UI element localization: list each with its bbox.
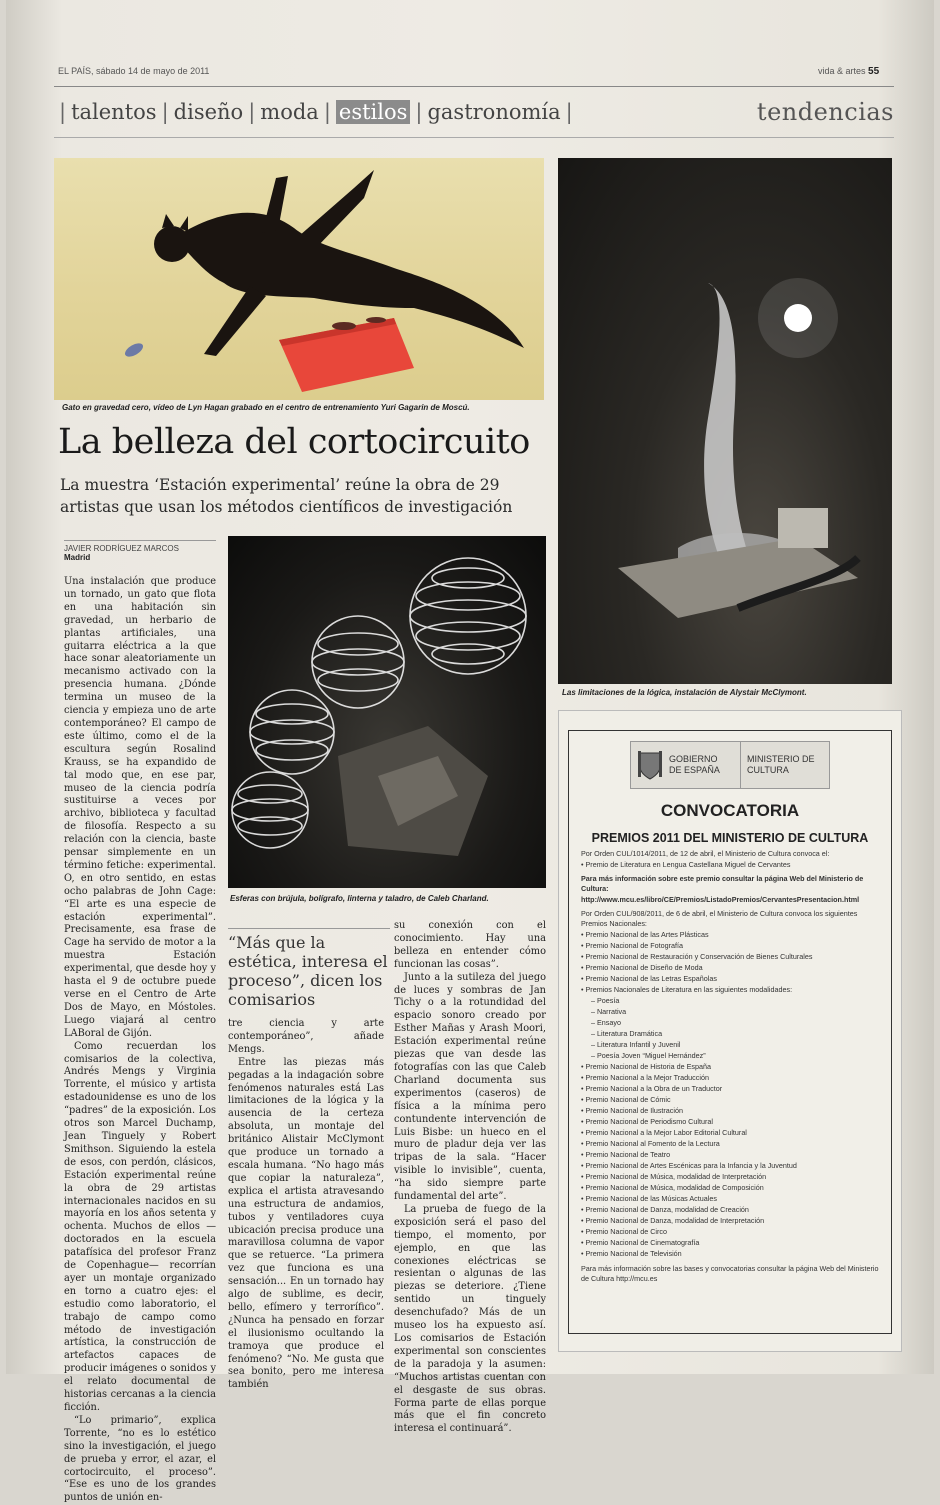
list-subitem: – Narrativa	[591, 1007, 627, 1017]
article-column-3	[394, 920, 546, 1436]
gov-right-text: MINISTERIO DE CULTURA	[747, 754, 815, 775]
list-item: • Premio Nacional de Cómic	[581, 1094, 879, 1105]
list-item: • Premio Nacional de Ilustración	[581, 1105, 879, 1116]
gov-left	[631, 742, 741, 788]
folio-section-name: vida & artes	[818, 66, 866, 76]
list-item: • Premio Nacional de Historia de España	[581, 1061, 879, 1072]
list-subitem: – Poesía	[591, 996, 620, 1006]
nav-estilos-active: estilos	[336, 100, 411, 124]
author-name: JAVIER RODRÍGUEZ MARCOS	[64, 544, 179, 553]
ad-intro-2: Por Orden CUL/908/2011, de 6 de abril, el Ministerio de Cultura convoca los siguientes Premios Nacionales:	[581, 908, 858, 929]
list-item: • Premio Nacional de Periodismo Cultural	[581, 1116, 879, 1127]
paragraph: Entre las piezas más pegadas a la indagación sobre fenómenos naturales está Las limitaciones de la lógica y la ausencia de la certeza absoluta, un montaje del británico Alistair McClymont que produce un tornado a escala humana. “No hago más que copiar la naturaleza”, explica el artista atravesando una estructura de andamios, tubos y ventiladores cuya ubicación precisa produce una maravillosa columna de vapor que se retuerce. “La primera vez que funciona es una sensación... En un tornado hay algo de sublime, es decir, bello, efímero y terrorífico”. ¿Nunca ha pensado en forzar el ilusionismo ocultando la tramoya que produce el fenómeno? “No. Me gusta que sea bonito, pero me interesa también	[228, 1056, 384, 1391]
list-subitem: – Ensayo	[591, 1018, 621, 1028]
list-subitem: – Literatura Infantil y Juvenil	[591, 1040, 681, 1050]
list-item: • Premio Nacional de Diseño de Moda	[581, 962, 879, 973]
ad-subtitle: PREMIOS 2011 DEL MINISTERIO DE CULTURA	[591, 831, 869, 845]
paragraph: “Lo primario”, explica Torrente, “no es lo estético sino la investigación, el juego de prueba y error, el azar, el cortocircuito, el proceso”. “Ese es uno de los grandes puntos de unión en-	[64, 1414, 216, 1504]
ad-prize-list-1	[581, 859, 879, 870]
article-column-1	[64, 576, 216, 1505]
byline	[64, 540, 216, 562]
list-item: • Premio Nacional de las Artes Plásticas	[581, 929, 879, 940]
list-item: • Premio Nacional de Música, modalidad de Interpretación	[581, 1171, 879, 1182]
ministry-ad	[568, 730, 892, 1334]
tornado-caption: Las limitaciones de la lógica, instalación de Alystair McClymont.	[562, 688, 807, 697]
list-subitem: – Literatura Dramática	[591, 1029, 663, 1039]
nav-moda: moda	[260, 100, 319, 124]
ad-prize-list-2	[581, 929, 879, 1259]
list-item: • Premio Nacional de las Letras Españolas	[581, 973, 879, 984]
coat-of-arms-icon	[637, 749, 663, 781]
paragraph: Junto a la sutileza del juego de luces y sombras de Jan Tichy o a la rotundidad del espacio sonoro creado por Esther Mañas y Arash Moori, Estación experimental reúne piezas que van desde las fotografías con las que Caleb Charland documenta sus experimentos (caseros) de física a la mínima pero contundente intervención de Luis Bisbe: un hueco en el muro de pladur deja ver las tripas de la sala. “Hacer visible lo invisible”, cuenta, “ha sido siempre parte fundamental del arte”.	[394, 971, 546, 1203]
article-headline: La belleza del cortocircuito	[58, 422, 530, 462]
list-item: • Premio Nacional de Televisión	[581, 1248, 879, 1259]
list-item: • Premio Nacional de Circo	[581, 1226, 879, 1237]
paragraph: tre ciencia y arte contemporáneo”, añade Mengs.	[228, 1018, 384, 1055]
paragraph: su conexión con el conocimiento. Hay una belleza en entender cómo funcionan las cosas”.	[394, 920, 546, 970]
nav-talentos: talentos	[71, 100, 157, 124]
section-title: tendencias	[756, 98, 894, 126]
ad-info-1: Para más información sobre este premio consultar la página Web del Ministerio de Cultura: http://www.mcu.es/libro/CE/Premios/ListadoPremios/CervantesPresentacion.html	[581, 874, 864, 904]
ad-info-2: Para más información sobre las bases y convocatorias consultar la página Web del Ministerio de Cultura http://mcu.es	[581, 1264, 879, 1284]
paragraph: Como recuerdan los comisarios de la colectiva, Andrés Mengs y Virginia Torrente, el músico y artista estadounidense es uno de los “padres” de la exposición. Los otros son Marcel Duchamp, Jean Tinguely y Robert Smithson. Siguiendo la estela de esos, con perdón, clásicos, Estación experimental reúne la obra de 29 artistas internacionales nacidos en su mayoría en los años setenta y ochenta. Muchos de ellos —doctorados en la escuela patafísica del profesor Franz de Copenhague— recorrían ayer un montaje organizado en torno a cuatro ejes: el estudio como laboratorio, el trabajo de campo como método de investigación artística, la construcción de artefactos capaces de producir imágenes o sonidos y el relato documental de historias cercanas a la ciencia ficción.	[64, 1040, 216, 1413]
article-deck: La muestra ‘Estación experimental’ reúne la obra de 29 artistas que usan los métodos científicos de investigación	[60, 476, 513, 516]
list-item: • Premio Nacional de Fotografía	[581, 940, 879, 951]
gov-right	[741, 742, 829, 788]
newspaper-page	[6, 0, 934, 1504]
paragraph: Una instalación que produce un tornado, un gato que flota en una habitación sin gravedad, un herbario de plantas artificiales, una guitarra eléctrica a la que hace sonar aleatoriamente un mecanismo activado con la presencia humana. ¿Dónde termina un museo de la ciencia y empieza uno de arte contemporáneo? El campo de este último, como el de la escultura según Rosalind Krauss, se ha expandido de tal modo que, en ese par, museo de la ciencia podría sustituirse a veces por archivo, biblioteca y facultad de filosofía. Respecto a su relación con la ciencia, baste pensar simplemente en un término fetiche: experimental. O, en otro sentido, en estas ocho palabras de John Cage: “El arte es una especie de estación experimental”. Precisamente, esa frase de Cage ha servido de motor a la muestra Estación experimental, que desde hoy y hasta el 9 de octubre puede verse en el Centro de Arte Dos de Mayo, en Móstoles. Luego viajará al centro LABoral de Gijón.	[64, 576, 216, 1039]
article-column-2	[228, 1018, 384, 1392]
list-item: • Premio Nacional de Teatro	[581, 1149, 879, 1160]
ad-intro-1: Por Orden CUL/1014/2011, de 12 de abril, el Ministerio de Cultura convoca el:	[581, 849, 830, 858]
folio-section	[818, 66, 879, 77]
cat-caption: Gato en gravedad cero, vídeo de Lyn Hagan grabado en el centro de entrenamiento Yuri Gagarin de Moscú.	[62, 403, 470, 412]
pull-quote: “Más que la estética, interesa el proceso”, dicen los comisarios	[228, 928, 390, 1009]
ad-title: CONVOCATORIA	[660, 801, 800, 820]
folio-date: EL PAÍS, sábado 14 de mayo de 2011	[58, 66, 210, 76]
spheres-photo	[228, 536, 546, 888]
list-subitem: – Poesía Joven “Miguel Hernández”	[591, 1051, 706, 1061]
list-item: • Premio Nacional de las Músicas Actuales	[581, 1193, 879, 1204]
list-item: • Premio Nacional a la Mejor Labor Editorial Cultural	[581, 1127, 879, 1138]
nav-diseno: diseño	[173, 100, 244, 124]
dateline-city: Madrid	[64, 553, 91, 562]
list-item: • Premios Nacionales de Literatura en las siguientes modalidades:	[581, 984, 879, 995]
list-item: • Premio Nacional a la Obra de un Traductor	[581, 1083, 879, 1094]
spheres-caption: Esferas con brújula, bolígrafo, linterna y taladro, de Caleb Charland.	[230, 894, 489, 903]
tornado-photo	[558, 158, 892, 684]
section-nav: | talentos | diseño | moda | estilos | gastronomía | tendencias	[54, 86, 894, 138]
list-item: • Premio Nacional de Restauración y Conservación de Bienes Culturales	[581, 951, 879, 962]
list-item: • Premio Nacional de Artes Escénicas para la Infancia y la Juventud	[581, 1160, 879, 1171]
list-item: • Premio Nacional de Danza, modalidad de Creación	[581, 1204, 879, 1215]
list-item: • Premio Nacional al Fomento de la Lectura	[581, 1138, 879, 1149]
list-item: • Premio Nacional de Danza, modalidad de Interpretación	[581, 1215, 879, 1226]
list-item: • Premio Nacional a la Mejor Traducción	[581, 1072, 879, 1083]
nav-gastronomia: gastronomía	[427, 100, 561, 124]
list-item: • Premio de Literatura en Lengua Castellana Miguel de Cervantes	[581, 859, 879, 870]
government-logo	[630, 741, 830, 789]
list-item: • Premio Nacional de Música, modalidad de Composición	[581, 1182, 879, 1193]
page-number: 55	[868, 66, 880, 77]
gov-left-text: GOBIERNO DE ESPAÑA	[669, 754, 720, 775]
cat-photo	[54, 158, 544, 400]
paragraph: La prueba de fuego de la exposición será el paso del tiempo, el momento, por ejemplo, en que las conexiones eléctricas se resientan o algunas de las piezas se deteriore. ¿Tiene sentido un tinguely desenchufado? Más de un museo los ha expuesto así. Los comisarios de Estación experimental son conscientes de la paradoja y la asumen: “Muchos artistas cuentan con el desgaste de sus obras. Forma parte de ellas porque más que el fin concreto interesa el continuará”.	[394, 1203, 546, 1435]
list-item: • Premio Nacional de Cinematografía	[581, 1237, 879, 1248]
